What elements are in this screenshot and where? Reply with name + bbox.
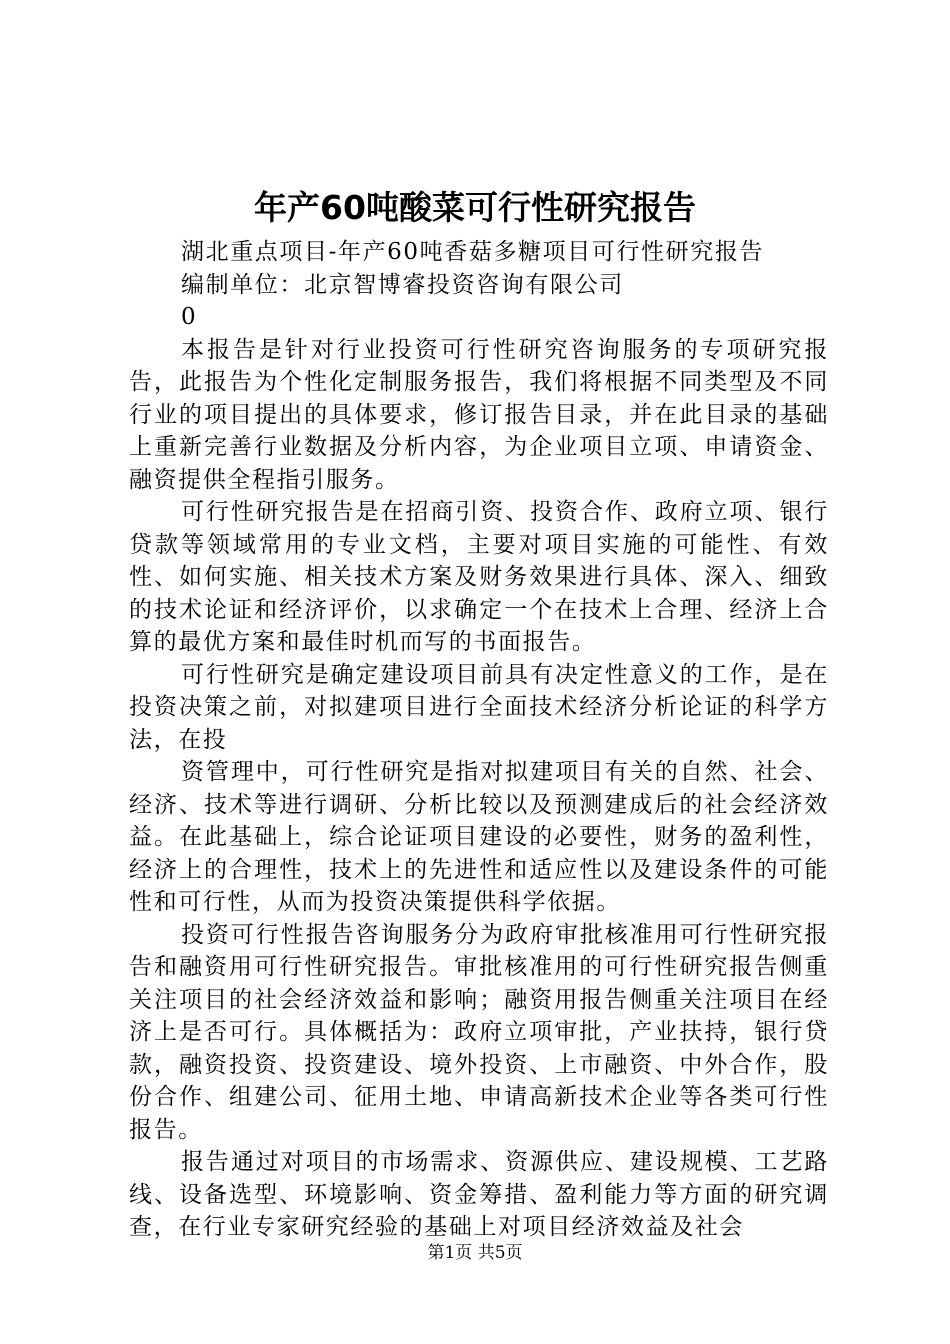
paragraph: 可行性研究是确定建设项目前具有决定性意义的工作，是在投资决策之前，对拟建项目进行全面技术经济分析论证的科学方法，在投: [129, 661, 829, 753]
author-line: 编制单位：北京智博睿投资咨询有限公司: [181, 271, 624, 298]
paragraph: 本报告是针对行业投资可行性研究咨询服务的专项研究报告，此报告为个性化定制服务报告，我们将根据不同类型及不同行业的项目提出的具体要求，修订报告目录，并在此目录的基础上重新完善行业数据及分析内容，为企业项目立项、申请资金、融资提供全程指引服务。: [129, 336, 829, 493]
paragraph: 资管理中，可行性研究是指对拟建项目有关的自然、社会、经济、技术等进行调研、分析比较以及预测建成后的社会经济效益。在此基础上，综合论证项目建设的必要性，财务的盈利性，经济上的合理性，技术上的先进性和适应性以及建设条件的可能性和可行性，从而为投资决策提供科学依据。: [129, 759, 829, 915]
paragraph: 投资可行性报告咨询服务分为政府审批核准用可行性研究报告和融资用可行性研究报告。审批核准用的可行性研究报告侧重关注项目的社会经济效益和影响；融资用报告侧重关注项目在经济上是否可行。具体概括为：政府立项审批，产业扶持，银行贷款，融资投资、投资建设、境外投资、上市融资、中外合作，股份合作、组建公司、征用土地、申请高新技术企业等各类可行性报告。: [129, 921, 829, 1143]
document-title: 年产60吨酸菜可行性研究报告: [254, 188, 696, 227]
number-line: 0: [181, 304, 198, 330]
paragraph: 可行性研究报告是在招商引资、投资合作、政府立项、银行贷款等领域常用的专业文档，主要对项目实施的可能性、有效性、如何实施、相关技术方案及财务效果进行具体、深入、细致的技术论证和经济评价，以求确定一个在技术上合理、经济上合算的最优方案和最佳时机而写的书面报告。: [129, 499, 829, 655]
paragraph: 报告通过对项目的市场需求、资源供应、建设规模、工艺路线、设备选型、环境影响、资金筹措、盈利能力等方面的研究调查，在行业专家研究经验的基础上对项目经济效益及社会: [129, 1149, 829, 1240]
page-footer: 第1页 共5页: [427, 1243, 523, 1263]
document-body: [129, 236, 829, 1244]
subtitle-line: 湖北重点项目-年产60吨香菇多糖项目可行性研究报告: [181, 239, 765, 265]
